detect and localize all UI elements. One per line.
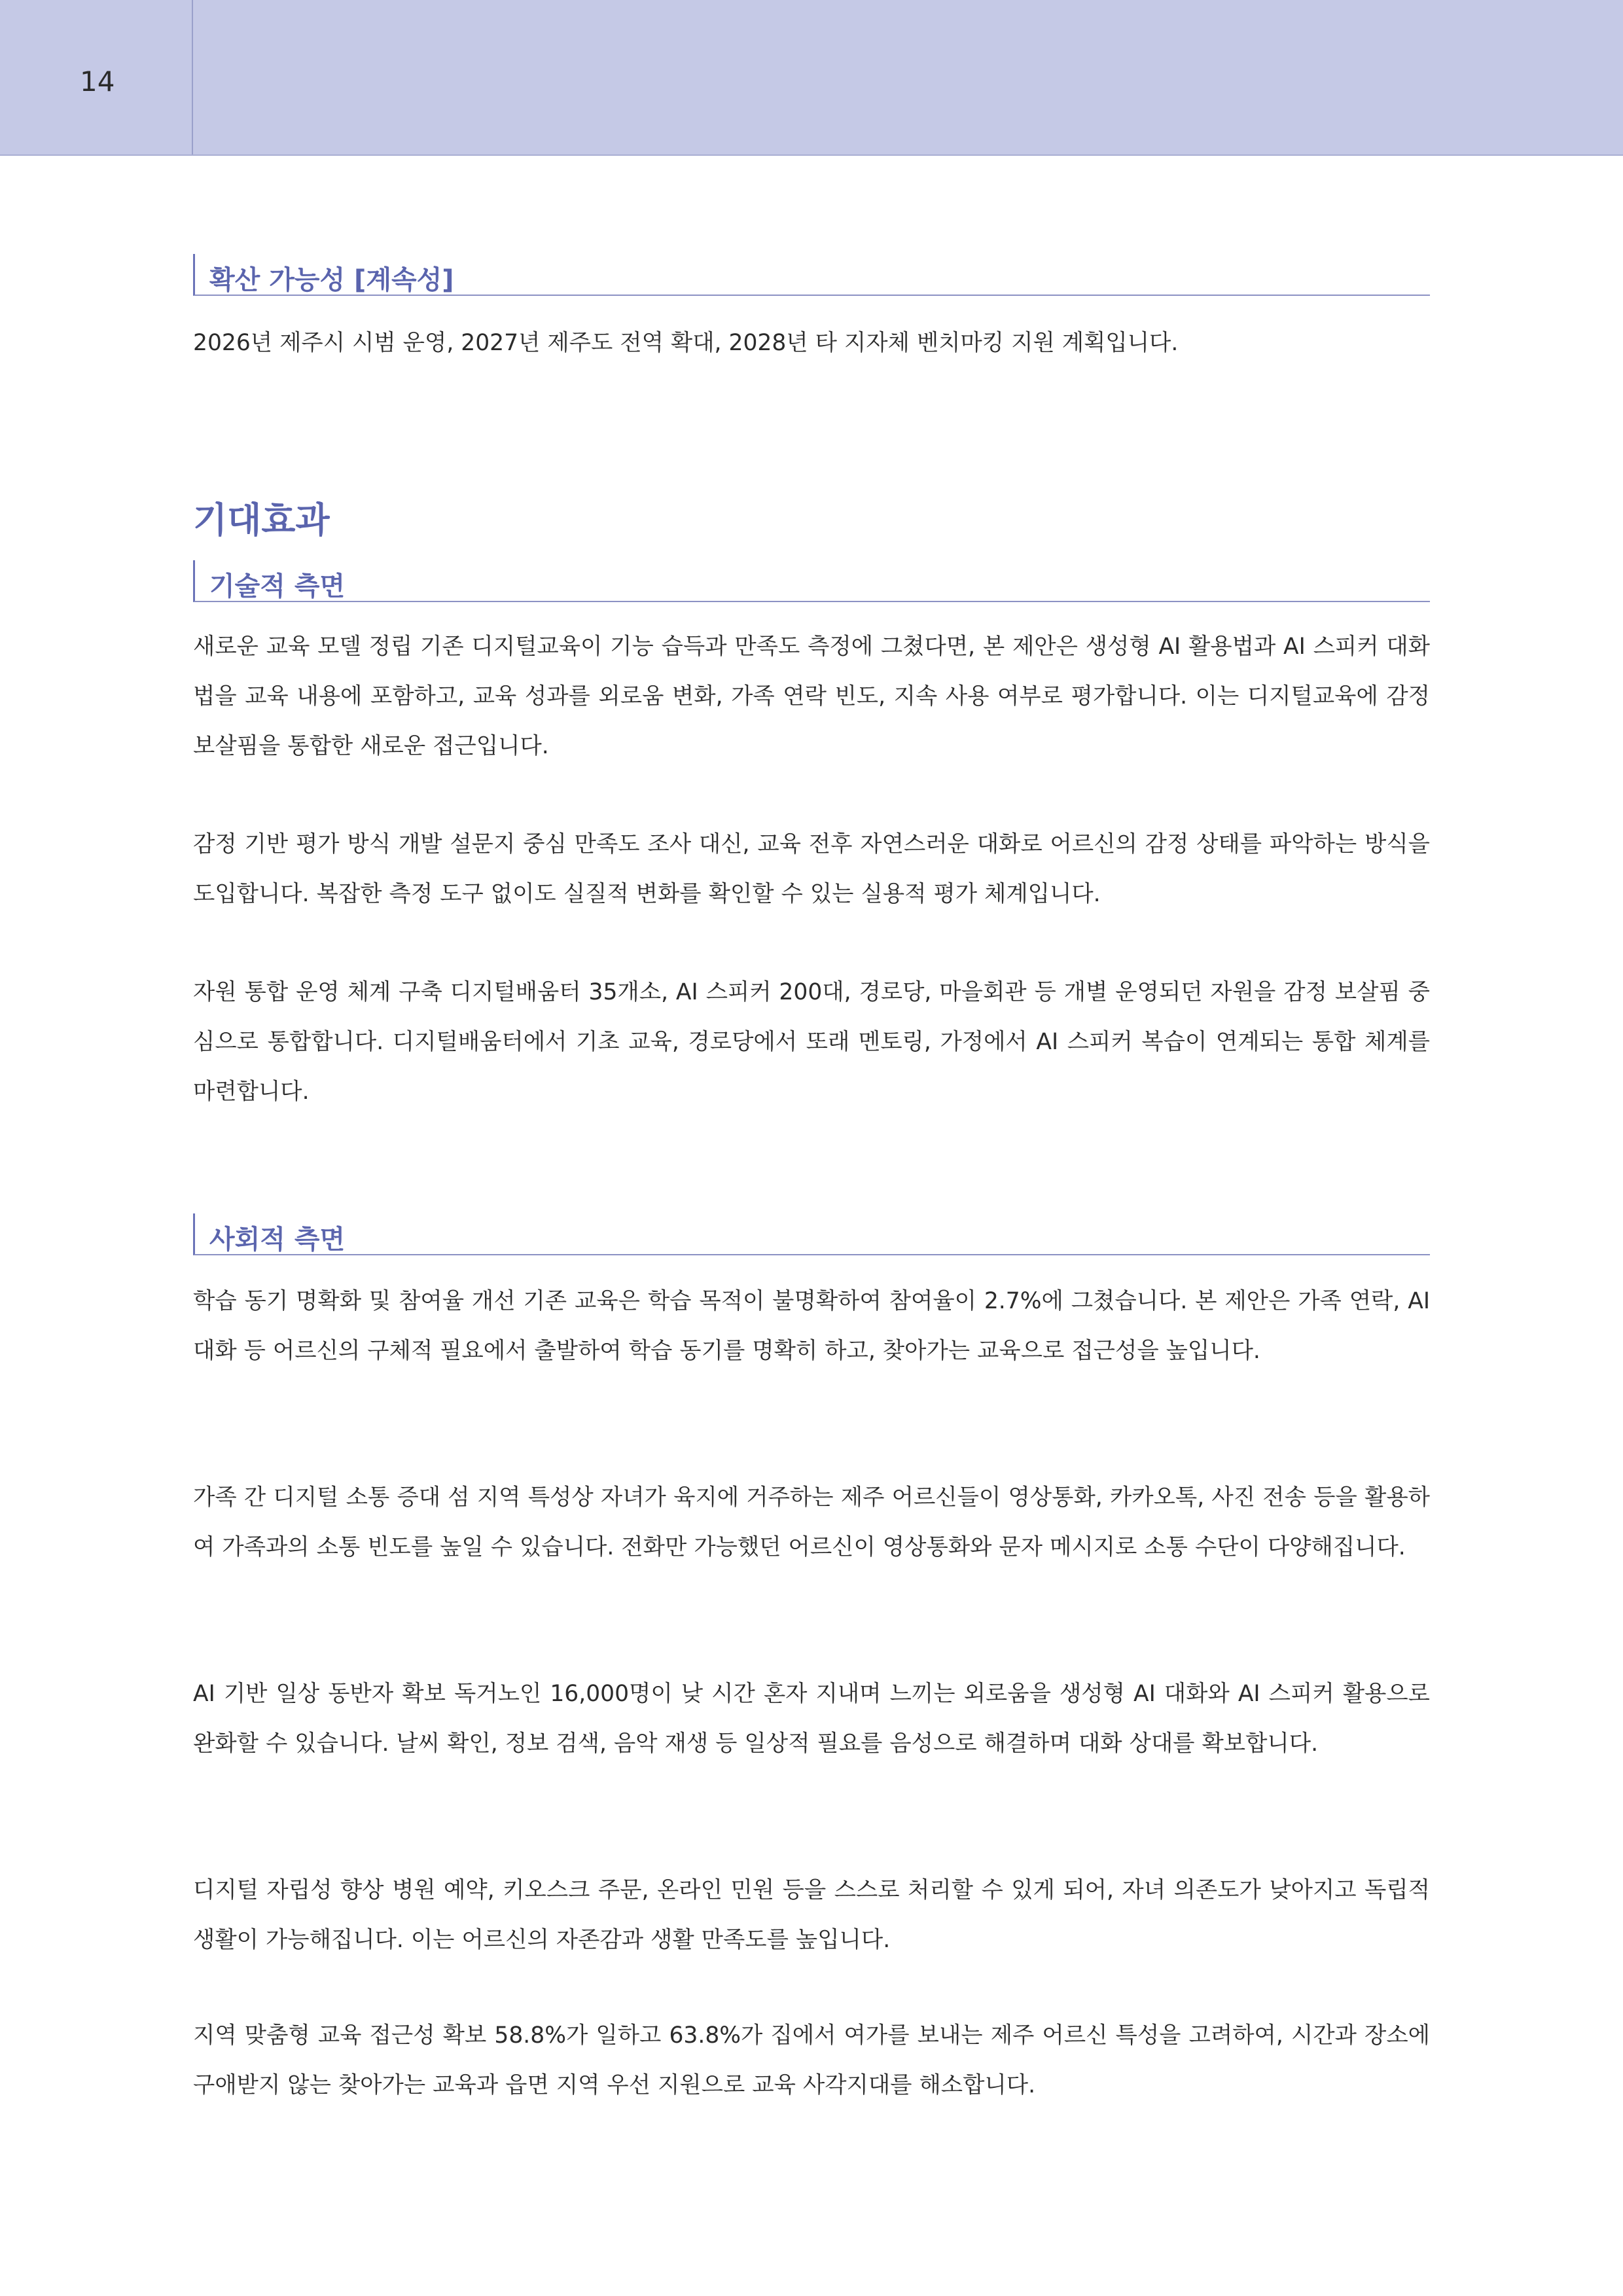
subsection-heading-social-text: 사회적 측면 xyxy=(209,1225,346,1255)
subsection-heading-expansion-text: 확산 가능성 [계속성] xyxy=(209,265,454,295)
technical-paragraph: 감정 기반 평가 방식 개발 설문지 중심 만족도 조사 대신, 교육 전후 자연스러운 대화로 어르신의 감정 상태를 파악하는 방식을 도입합니다. 복잡한 측정 도구 없이도 실질적 변화를 확인할 수 있는 실용적 평가 체계입니다. xyxy=(193,831,1430,907)
section-title-expected-effects: 기대효과 xyxy=(193,499,330,541)
page-header-band xyxy=(0,0,1623,156)
social-paragraph: 지역 맞춤형 교육 접근성 확보 58.8%가 일하고 63.8%가 집에서 여가를 보내는 제주 어르신 특성을 고려하여, 시간과 장소에 구애받지 않는 찾아가는 교육과 읍면 지역 우선 지원으로 교육 사각지대를 해소합니다. xyxy=(193,2022,1430,2098)
header-divider xyxy=(192,0,193,154)
technical-paragraph: 새로운 교육 모델 정립 기존 디지털교육이 기능 습득과 만족도 측정에 그쳤다면, 본 제안은 생성형 AI 활용법과 AI 스피커 대화법을 교육 내용에 포함하고, 교육 성과를 외로움 변화, 가족 연락 빈도, 지속 사용 여부로 평가합니다. 이는 디지털교육에 감정 보살핌을 통합한 새로운 접근입니다. xyxy=(193,634,1430,759)
social-paragraph: AI 기반 일상 동반자 확보 독거노인 16,000명이 낮 시간 혼자 지내며 느끼는 외로움을 생성형 AI 대화와 AI 스피커 활용으로 완화할 수 있습니다. 날씨 확인, 정보 검색, 음악 재생 등 일상적 필요를 음성으로 해결하며 대화 상대를 확보합니다. xyxy=(193,1681,1430,1757)
subsection-heading-expansion xyxy=(193,254,1430,296)
subsection-heading-technical xyxy=(193,560,1430,602)
social-paragraph: 디지털 자립성 향상 병원 예약, 키오스크 주문, 온라인 민원 등을 스스로 처리할 수 있게 되어, 자녀 의존도가 낮아지고 독립적 생활이 가능해집니다. 이는 어르신의 자존감과 생활 만족도를 높입니다. xyxy=(193,1877,1430,1953)
social-paragraph: 학습 동기 명확화 및 참여율 개선 기존 교육은 학습 목적이 불명확하여 참여율이 2.7%에 그쳤습니다. 본 제안은 가족 연락, AI 대화 등 어르신의 구체적 필요에서 출발하여 학습 동기를 명확히 하고, 찾아가는 교육으로 접근성을 높입니다. xyxy=(193,1288,1430,1364)
subsection-heading-technical-text: 기술적 측면 xyxy=(209,571,346,601)
expansion-body: 2026년 제주시 시범 운영, 2027년 제주도 전역 확대, 2028년 타 지자체 벤치마킹 지원 계획입니다. xyxy=(193,330,1179,356)
subsection-heading-social xyxy=(193,1213,1430,1255)
social-paragraph: 가족 간 디지털 소통 증대 섬 지역 특성상 자녀가 육지에 거주하는 제주 어르신들이 영상통화, 카카오톡, 사진 전송 등을 활용하여 가족과의 소통 빈도를 높일 수 있습니다. 전화만 가능했던 어르신이 영상통화와 문자 메시지로 소통 수단이 다양해집니다. xyxy=(193,1484,1430,1560)
page-number: 14 xyxy=(80,65,115,98)
technical-paragraph: 자원 통합 운영 체계 구축 디지털배움터 35개소, AI 스피커 200대, 경로당, 마을회관 등 개별 운영되던 자원을 감정 보살핌 중심으로 통합합니다. 디지털배움터에서 기초 교육, 경로당에서 또래 멘토링, 가정에서 AI 스피커 복습이 연계되는 통합 체계를 마련합니다. xyxy=(193,979,1430,1105)
